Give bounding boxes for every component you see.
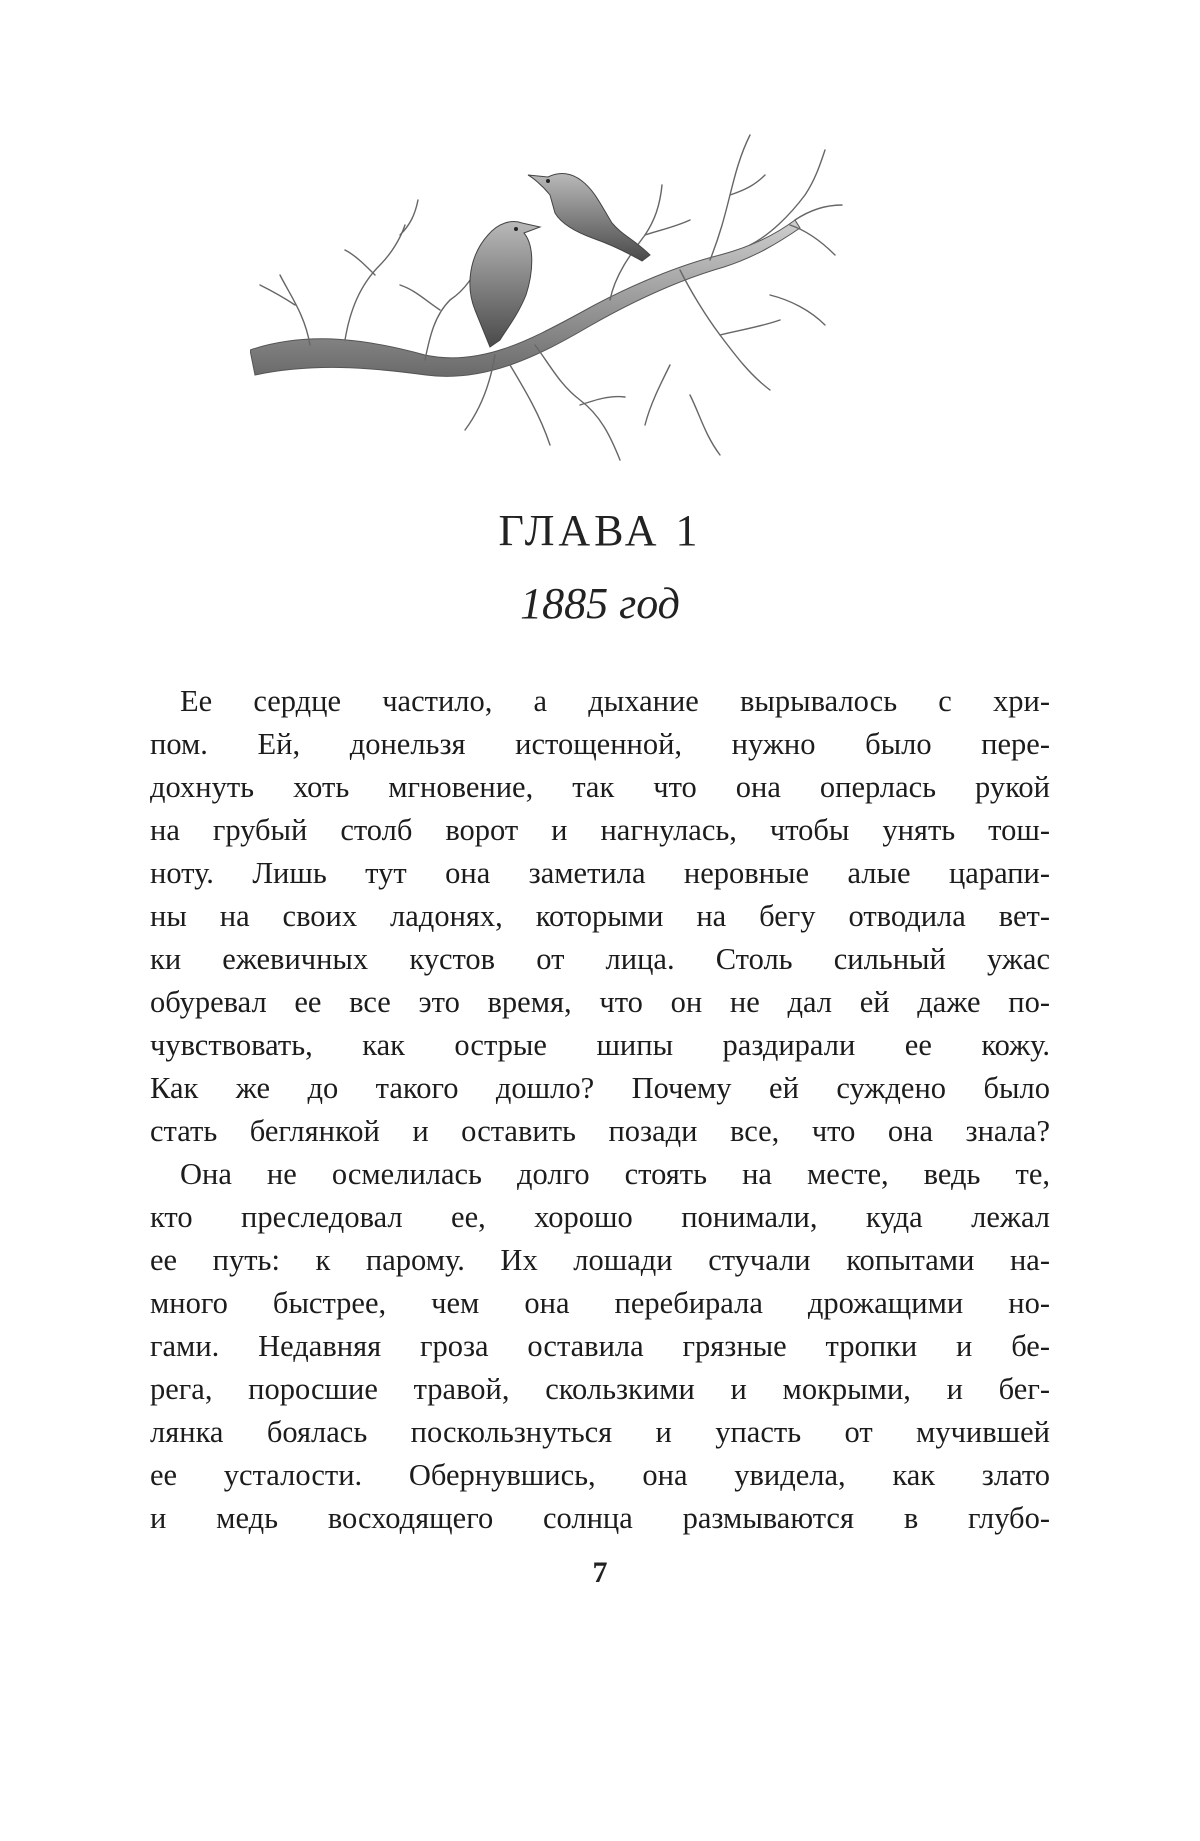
text-line: стать беглянкой и оставить позади все, что она знала? [150,1114,1050,1148]
text-line: Она не осмелилась долго стоять на месте, ведь те, [180,1157,1050,1191]
crow-left-icon [470,222,540,348]
chapter-year: 1885 год [520,579,680,628]
text-line: пом. Ей, донельзя истощенной, нужно было пере- [150,727,1050,761]
text-line: рега, поросшие травой, скользкими и мокрыми, и бег- [150,1372,1050,1406]
text-line: кто преследовал ее, хорошо понимали, куда лежал [150,1200,1050,1234]
text-line: много быстрее, чем она перебирала дрожащими но- [150,1286,1050,1320]
branch-with-two-crows-illustration [250,115,850,495]
text-line: ее путь: к парому. Их лошади стучали копытами на- [150,1243,1050,1277]
text-line: ки ежевичных кустов от лица. Столь сильный ужас [150,942,1050,976]
text-line: на грубый столб ворот и нагнулась, чтобы унять тош- [150,813,1050,847]
text-line: Ее сердце частило, а дыхание вырывалось с хри- [180,684,1050,718]
paragraph [150,1153,1050,1540]
text-line: обуревал ее все это время, что он не дал ей даже по- [150,985,1050,1019]
text-line: гами. Недавняя гроза оставила грязные тропки и бе- [150,1329,1050,1363]
text-line: дохнуть хоть мгновение, так что она оперлась рукой [150,770,1050,804]
chapter-body [150,680,1050,1540]
text-line: ее усталости. Обернувшись, она увидела, как злато [150,1458,1050,1492]
text-line: ны на своих ладонях, которыми на бегу отводила вет- [150,899,1050,933]
text-line: ноту. Лишь тут она заметила неровные алые царапи- [150,856,1050,890]
page-number: 7 [592,1556,608,1589]
text-line: лянка боялась поскользнуться и упасть от мучившей [150,1415,1050,1449]
text-line: Как же до такого дошло? Почему ей суждено было [150,1071,1050,1105]
crow-right-icon [528,174,650,261]
paragraph [150,680,1050,1153]
chapter-title: ГЛАВА 1 [498,506,702,555]
text-line: и медь восходящего солнца размываются в глубо- [150,1501,1050,1535]
text-line: чувствовать, как острые шипы раздирали ее кожу. [150,1028,1050,1062]
